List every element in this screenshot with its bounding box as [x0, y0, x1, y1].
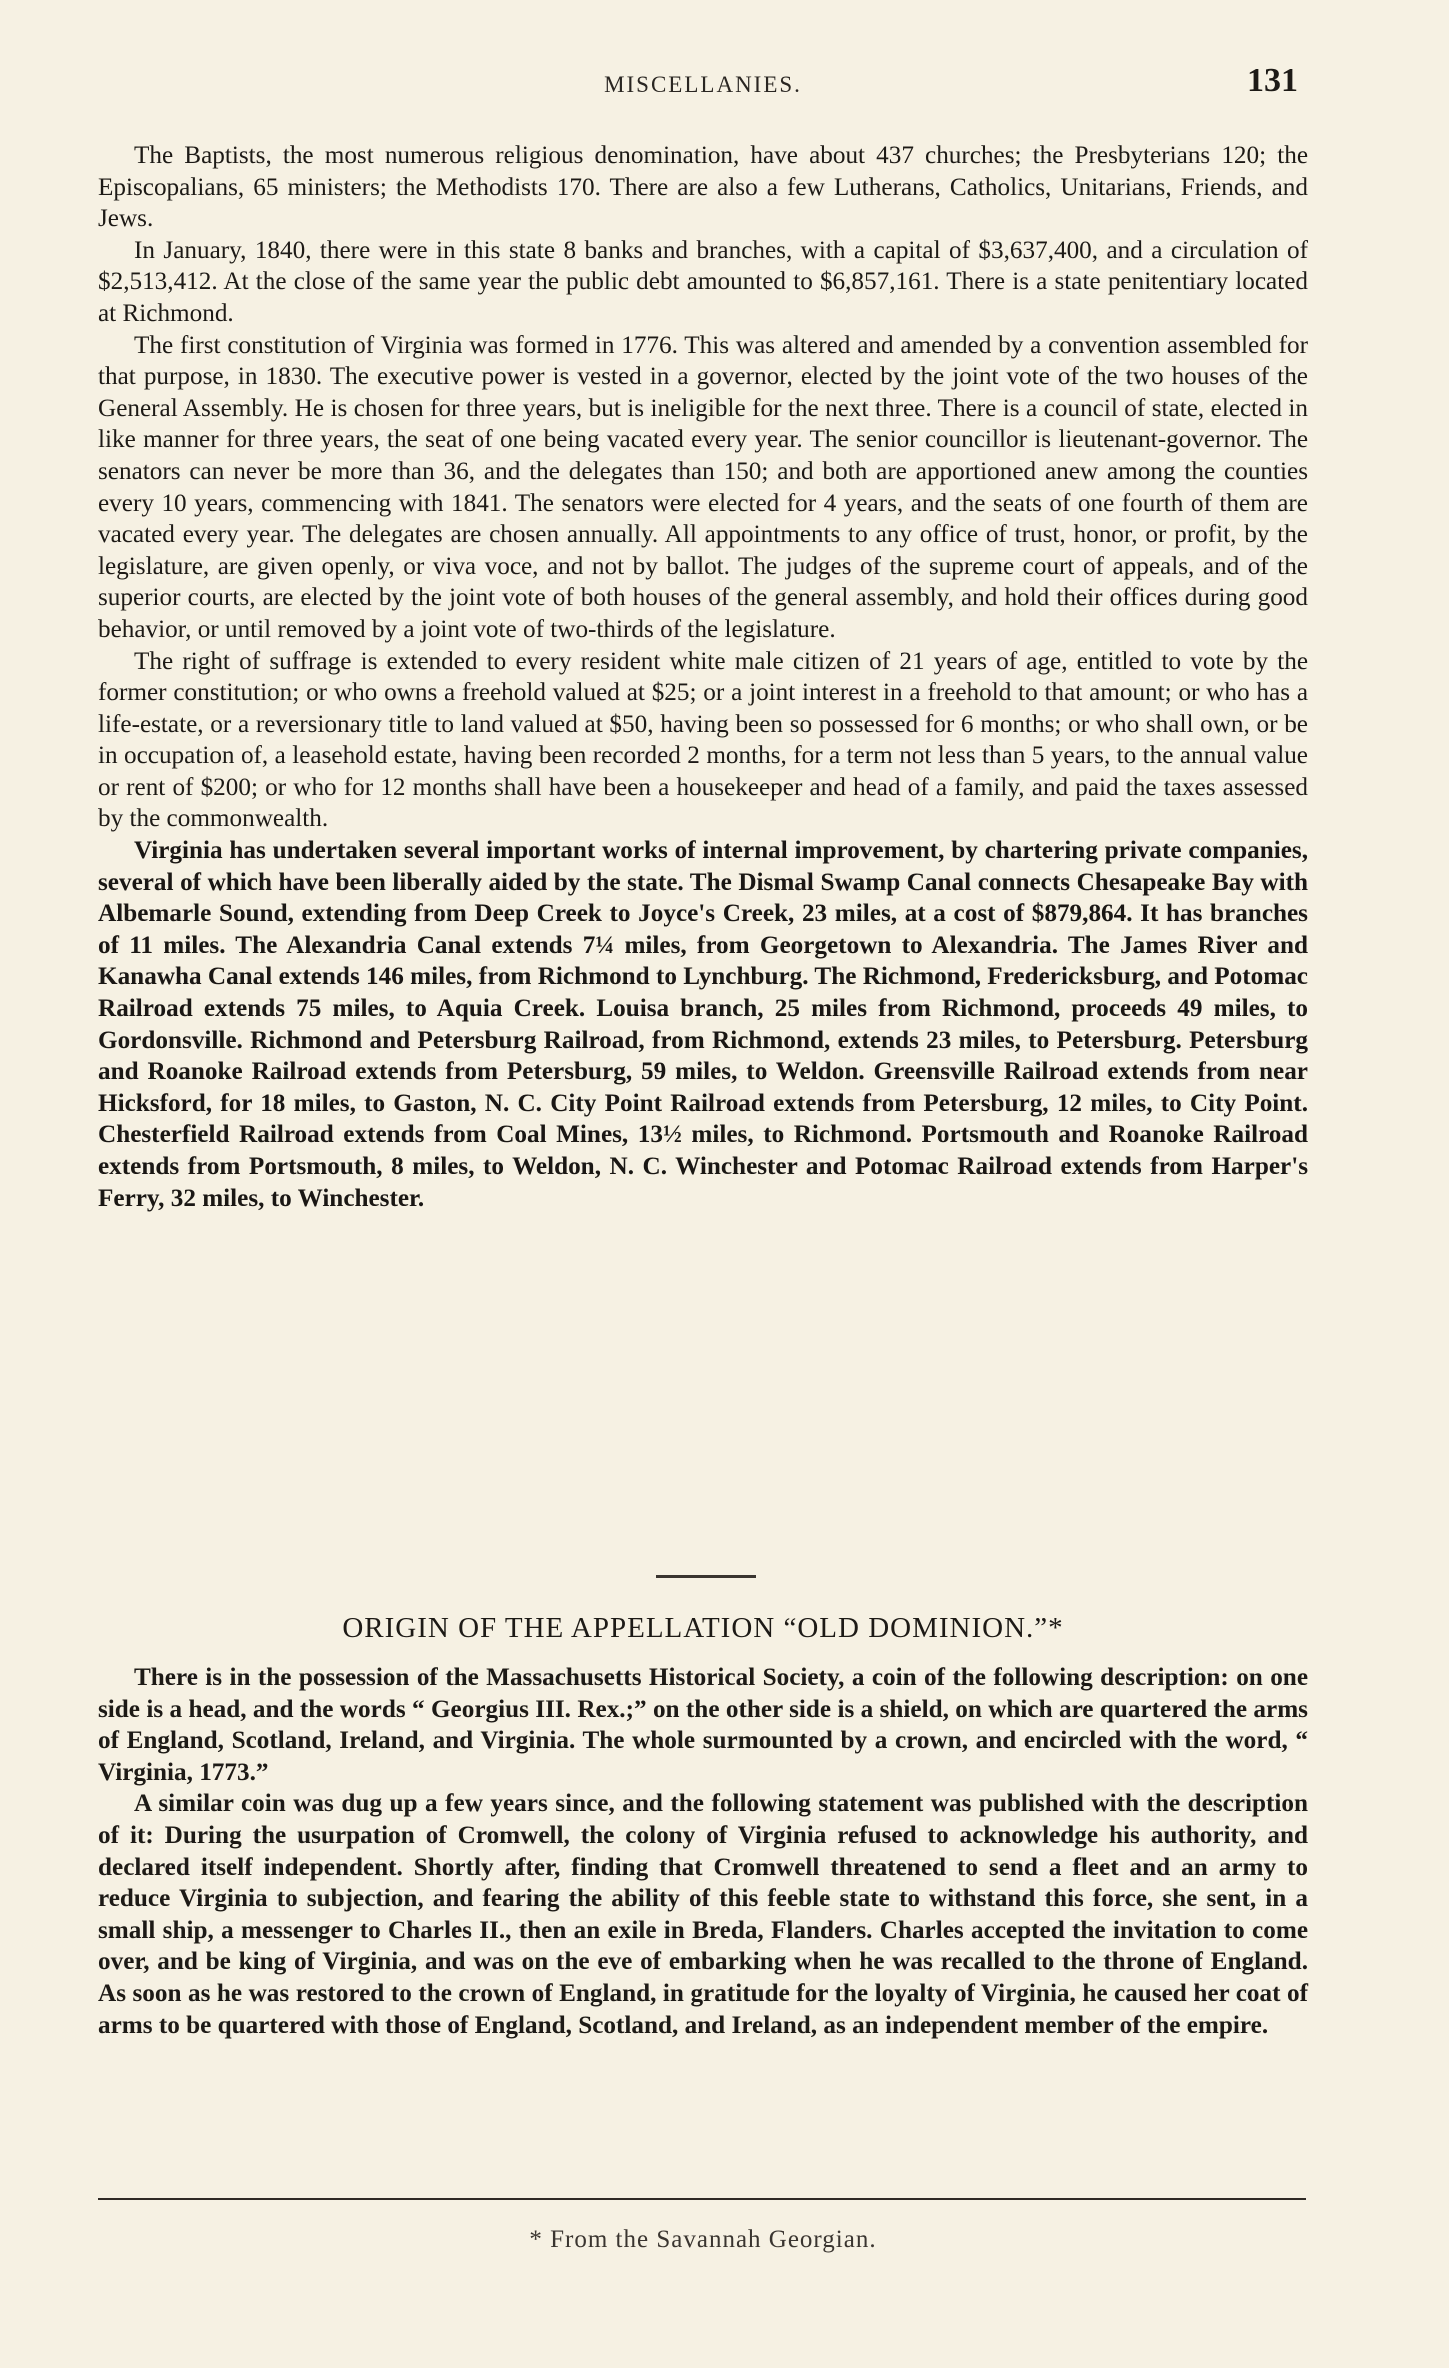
paragraph-cromwell: A similar coin was dug up a few years since, and the following statement was published with the description of it: During the usurpation of Cromwell, the colony of Virginia refused to acknowledge his authority, and declared itself independent. Shortly after, finding that Cromwell threatened to send a fleet and an army to reduce Virginia to subjection, and fearing the ability of this feeble state to withstand this force, she sent, in a small ship, a messenger to Charles II., then an exile in Breda, Flanders. Charles accepted the invitation to come over, and be king of Virginia, and was on the eve of embarking when he was recalled to the throne of England. As soon as he was restored to the crown of England, in gratitude for the loyalty of Virginia, he caused her coat of arms to be quartered with those of England, Scotland, and Ireland, as an independent member of the empire.	[98, 1790, 1308, 2039]
section-divider	[656, 1575, 756, 1578]
page-number: 131	[1247, 62, 1298, 99]
main-text	[98, 140, 1308, 1214]
footnote: * From the Savannah Georgian.	[529, 2226, 877, 2253]
paragraph-constitution: The first constitution of Virginia was formed in 1776. This was altered and amended by a convention assembled for that purpose, in 1830. The executive power is vested in a governor, elected by the joint vote of the two houses of the General Assembly. He is chosen for three years, but is ineligible for the next three. There is a council of state, elected in like manner for three years, the seat of one being vacated every year. The senior councillor is lieutenant-governor. The senators can never be more than 36, and the delegates than 150; and both are apportioned anew among the counties every 10 years, commencing with 1841. The senators were elected for 4 years, and the seats of one fourth of them are vacated every year. The delegates are chosen annually. All appointments to any office of trust, honor, or profit, by the legislature, are given openly, or viva voce, and not by ballot. The judges of the supreme court of appeals, and of the superior courts, are elected by the joint vote of both houses of the general assembly, and hold their offices during good behavior, or until removed by a joint vote of two-thirds of the legislature.	[98, 331, 1308, 643]
section-heading: ORIGIN OF THE APPELLATION “OLD DOMINION.”*	[342, 1612, 1064, 1644]
footnote-rule	[98, 2198, 1306, 2200]
paragraph-religion: The Baptists, the most numerous religious denomination, have about 437 churches; the Presbyterians 120; the Episcopalians, 65 ministers; the Methodists 170. There are also a few Lutherans, Catholics, Unitarians, Friends, and Jews.	[98, 142, 1308, 233]
running-title: MISCELLANIES.	[604, 72, 802, 97]
running-head	[98, 62, 1308, 106]
paragraph-banks: In January, 1840, there were in this state 8 banks and branches, with a capital of $3,637,400, and a circulation of $2,513,412. At the close of the same year the public debt amounted to $6,857,161. There is a state penitentiary located at Richmond.	[98, 236, 1308, 327]
section-text	[98, 1662, 1308, 2041]
paragraph-coin: There is in the possession of the Massachusetts Historical Society, a coin of the following description: on one side is a head, and the words “ Georgius III. Rex.;” on the other side is a shield, on which are quartered the arms of England, Scotland, Ireland, and Virginia. The whole surmounted by a crown, and encircled with the word, “ Virginia, 1773.”	[98, 1664, 1308, 1786]
paragraph-suffrage: The right of suffrage is extended to every resident white male citizen of 21 years of age, entitled to vote by the former constitution; or who owns a freehold valued at $25; or a joint interest in a freehold to that amount; or who has a life-estate, or a reversionary title to land valued at $50, having been so possessed for 6 months; or who shall own, or be in occupation of, a leasehold estate, having been recorded 2 months, for a term not less than 5 years, to the annual value or rent of $200; or who for 12 months shall have been a housekeeper and head of a family, and paid the taxes assessed by the commonwealth.	[98, 647, 1308, 833]
paragraph-internal-improvement: Virginia has undertaken several important works of internal improvement, by chartering private companies, several of which have been liberally aided by the state. The Dismal Swamp Canal connects Chesapeake Bay with Albemarle Sound, extending from Deep Creek to Joyce's Creek, 23 miles, at a cost of $879,864. It has branches of 11 miles. The Alexandria Canal extends 7¼ miles, from Georgetown to Alexandria. The James River and Kanawha Canal extends 146 miles, from Richmond to Lynchburg. The Richmond, Fredericksburg, and Potomac Railroad extends 75 miles, to Aquia Creek. Louisa branch, 25 miles from Richmond, proceeds 49 miles, to Gordonsville. Richmond and Petersburg Railroad, from Richmond, extends 23 miles, to Petersburg. Petersburg and Roanoke Railroad extends from Petersburg, 59 miles, to Weldon. Greensville Railroad extends from near Hicksford, for 18 miles, to Gaston, N. C. City Point Railroad extends from Petersburg, 12 miles, to City Point. Chesterfield Railroad extends from Coal Mines, 13½ miles, to Richmond. Portsmouth and Roanoke Railroad extends from Portsmouth, 8 miles, to Weldon, N. C. Winchester and Potomac Railroad extends from Harper's Ferry, 32 miles, to Winchester.	[98, 837, 1308, 1212]
